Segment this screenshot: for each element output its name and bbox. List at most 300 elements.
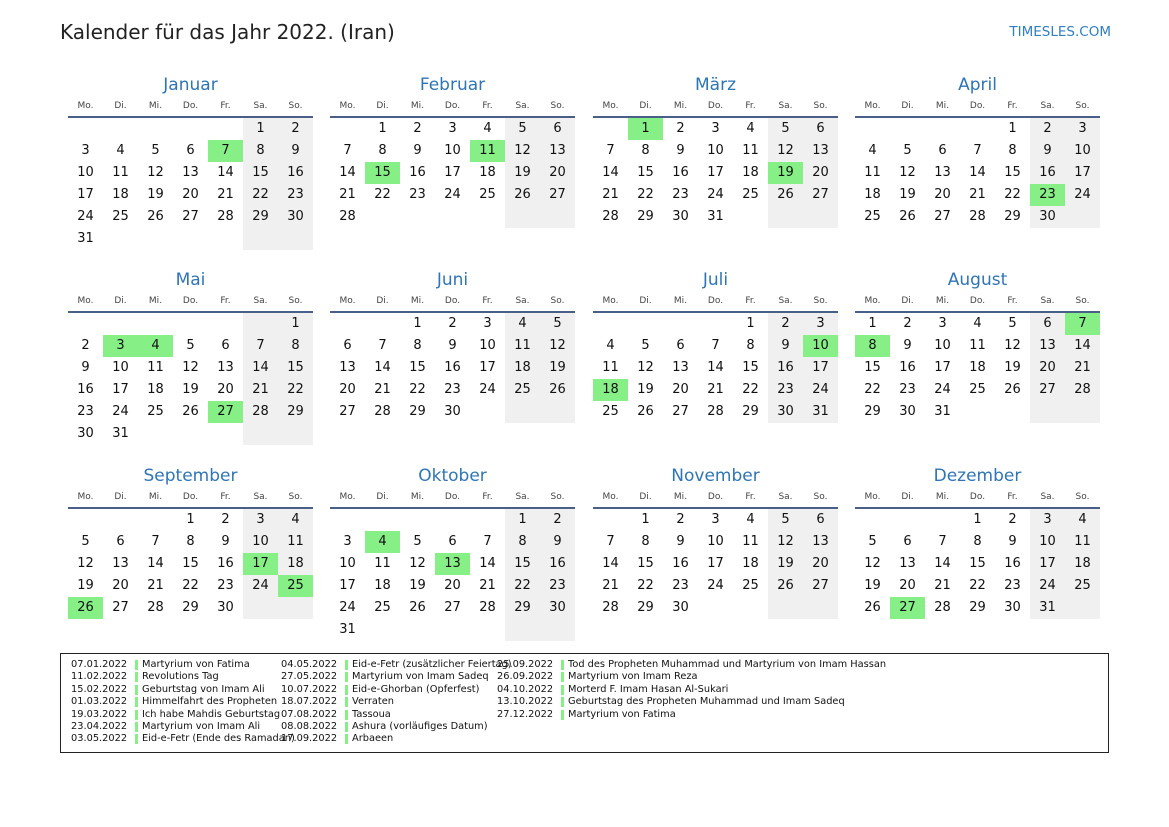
legend-date: 07.08.2022 <box>281 708 338 720</box>
weekday-label: So. <box>550 296 565 306</box>
legend-name: Tod des Propheten Muhammad und Martyrium von Imam Hassan <box>568 659 887 670</box>
day-cell: 12 <box>409 556 426 571</box>
site-link[interactable]: TIMESLES.COM <box>1009 24 1111 40</box>
empty-cell <box>173 228 208 250</box>
day-cell: 22 <box>1004 187 1021 202</box>
legend-date: 01.03.2022 <box>71 696 128 708</box>
legend-date: 27.05.2022 <box>281 671 338 683</box>
month-dezember <box>855 463 1100 619</box>
day-cell: 22 <box>969 578 986 593</box>
empty-cell <box>173 118 208 140</box>
day-cell: 23 <box>1004 578 1021 593</box>
day-cell: 7 <box>606 143 615 158</box>
day-cell: 15 <box>864 360 881 375</box>
day-cell: 16 <box>409 165 426 180</box>
days-grid <box>68 118 313 250</box>
day-cell: 20 <box>339 382 356 397</box>
day-cell: 17 <box>444 165 461 180</box>
day-cell: 24 <box>77 209 94 224</box>
day-cell: 15 <box>969 556 986 571</box>
day-cell: 1 <box>278 313 313 335</box>
day-cell: 24 <box>707 187 724 202</box>
day-cell: 24 <box>339 600 356 615</box>
days-grid <box>330 118 575 228</box>
day-cell: 19 <box>409 578 426 593</box>
weekday-label: Fr. <box>220 101 231 111</box>
weekday-label: Di. <box>114 101 127 111</box>
empty-cell <box>278 423 313 445</box>
day-cell: 1 <box>1008 121 1017 136</box>
day-cell: 31 <box>803 401 838 423</box>
day-cell: 11 <box>278 531 313 553</box>
empty-cell <box>1065 597 1100 619</box>
day-cell: 16 <box>1030 162 1065 184</box>
day-cell: 13 <box>217 360 234 375</box>
day-cell: 22 <box>243 184 278 206</box>
weekday-label: Mi. <box>410 492 425 502</box>
day-cell: 5 <box>505 118 540 140</box>
weekday-header <box>593 489 838 509</box>
day-cell: 8 <box>855 335 890 357</box>
weekday-header <box>330 293 575 313</box>
weekday-label: Mi. <box>673 296 688 306</box>
day-cell: 14 <box>602 556 619 571</box>
day-cell: 6 <box>221 338 230 353</box>
weekday-label: Sa. <box>778 296 793 306</box>
day-cell: 3 <box>711 512 720 527</box>
day-cell: 25 <box>864 209 881 224</box>
empty-cell <box>400 619 435 641</box>
empty-cell <box>925 509 960 531</box>
day-cell: 14 <box>479 556 496 571</box>
day-cell: 30 <box>444 404 461 419</box>
day-cell: 18 <box>374 578 391 593</box>
day-cell: 27 <box>112 600 129 615</box>
month-name: Oktober <box>418 466 487 486</box>
weekday-label: Mi. <box>410 296 425 306</box>
legend-date: 18.07.2022 <box>281 696 338 708</box>
day-cell: 23 <box>768 379 803 401</box>
day-cell: 10 <box>803 335 838 357</box>
weekday-label: Di. <box>114 492 127 502</box>
legend-date: 10.07.2022 <box>281 683 338 695</box>
day-cell: 21 <box>969 187 986 202</box>
day-cell: 11 <box>864 165 881 180</box>
empty-cell <box>243 228 278 250</box>
day-cell: 29 <box>505 597 540 619</box>
day-cell: 16 <box>217 556 234 571</box>
day-cell: 11 <box>742 143 759 158</box>
day-cell: 28 <box>934 600 951 615</box>
empty-cell <box>1065 206 1100 228</box>
day-cell: 12 <box>182 360 199 375</box>
day-cell: 21 <box>374 382 391 397</box>
day-cell: 24 <box>444 187 461 202</box>
day-cell: 5 <box>768 509 803 531</box>
legend-name: Arbaeen <box>352 733 394 745</box>
day-cell: 5 <box>1008 316 1017 331</box>
month-name: Juni <box>436 270 469 290</box>
legend-color-marker <box>135 685 138 695</box>
legend-color-marker <box>561 685 564 695</box>
day-cell: 15 <box>278 357 313 379</box>
day-cell: 17 <box>243 553 278 575</box>
day-cell: 2 <box>903 316 912 331</box>
day-cell: 18 <box>278 553 313 575</box>
empty-cell <box>138 118 173 140</box>
day-cell: 30 <box>768 401 803 423</box>
legend-color-marker <box>561 660 564 670</box>
weekday-label: Mo. <box>864 296 881 306</box>
empty-cell <box>855 118 890 140</box>
day-cell: 27 <box>1030 379 1065 401</box>
empty-cell <box>365 313 400 335</box>
day-cell: 8 <box>243 140 278 162</box>
weekday-label: Sa. <box>1040 296 1055 306</box>
day-cell: 24 <box>112 404 129 419</box>
weekday-label: Mo. <box>339 492 356 502</box>
day-cell: 4 <box>973 316 982 331</box>
day-cell: 21 <box>934 578 951 593</box>
day-cell: 19 <box>637 382 654 397</box>
day-cell: 23 <box>1030 184 1065 206</box>
legend-name: Tassoua <box>352 708 391 720</box>
day-cell: 8 <box>746 338 755 353</box>
day-cell: 16 <box>899 360 916 375</box>
weekday-label: Sa. <box>778 492 793 502</box>
day-cell: 16 <box>672 165 689 180</box>
day-cell: 21 <box>339 187 356 202</box>
day-cell: 1 <box>868 316 877 331</box>
weekday-label: Do. <box>444 101 461 111</box>
day-cell: 17 <box>1065 162 1100 184</box>
day-cell: 4 <box>505 313 540 335</box>
day-cell: 25 <box>742 187 759 202</box>
day-cell: 20 <box>182 187 199 202</box>
day-cell: 22 <box>409 382 426 397</box>
weekday-label: Mi. <box>148 296 163 306</box>
legend-name: Martyrium von Imam Sadeq <box>352 671 489 683</box>
empty-cell <box>138 228 173 250</box>
day-cell: 26 <box>637 404 654 419</box>
day-cell: 2 <box>81 338 90 353</box>
day-cell: 14 <box>243 357 278 379</box>
empty-cell <box>470 401 505 423</box>
legend-color-marker <box>135 710 138 720</box>
weekday-label: So. <box>550 101 565 111</box>
empty-cell <box>208 313 243 335</box>
empty-cell <box>68 509 103 531</box>
weekday-label: Do. <box>444 492 461 502</box>
page-title: Kalender für das Jahr 2022. (Iran) <box>60 20 395 44</box>
day-cell: 10 <box>444 143 461 158</box>
weekday-label: So. <box>1075 492 1090 502</box>
day-cell: 22 <box>374 187 391 202</box>
day-cell: 28 <box>374 404 391 419</box>
day-cell: 26 <box>68 597 103 619</box>
empty-cell <box>803 206 838 228</box>
weekday-label: Mi. <box>935 101 950 111</box>
empty-cell <box>505 401 540 423</box>
day-cell: 7 <box>343 143 352 158</box>
day-cell: 29 <box>409 404 426 419</box>
day-cell: 18 <box>147 382 164 397</box>
day-cell: 18 <box>1065 553 1100 575</box>
day-cell: 5 <box>151 143 160 158</box>
weekday-label: Fr. <box>1007 296 1018 306</box>
day-cell: 20 <box>112 578 129 593</box>
day-cell: 2 <box>221 512 230 527</box>
weekday-label: Fr. <box>745 101 756 111</box>
day-cell: 9 <box>1008 534 1017 549</box>
empty-cell <box>365 509 400 531</box>
weekday-label: So. <box>288 296 303 306</box>
day-cell: 12 <box>864 556 881 571</box>
day-cell: 16 <box>672 556 689 571</box>
day-cell: 16 <box>278 162 313 184</box>
day-cell: 20 <box>803 553 838 575</box>
day-cell: 8 <box>278 335 313 357</box>
day-cell: 4 <box>606 338 615 353</box>
month-name: August <box>947 270 1008 290</box>
legend-date: 15.02.2022 <box>71 683 128 695</box>
day-cell: 3 <box>1030 509 1065 531</box>
empty-cell <box>1065 401 1100 423</box>
day-cell: 8 <box>973 534 982 549</box>
day-cell: 7 <box>483 534 492 549</box>
month-name: Mai <box>175 270 206 290</box>
day-cell: 20 <box>217 382 234 397</box>
day-cell: 23 <box>77 404 94 419</box>
day-cell: 11 <box>602 360 619 375</box>
day-cell: 1 <box>641 512 650 527</box>
day-cell: 7 <box>243 335 278 357</box>
day-cell: 3 <box>448 121 457 136</box>
day-cell: 24 <box>803 379 838 401</box>
weekday-header <box>330 98 575 118</box>
day-cell: 19 <box>505 162 540 184</box>
weekday-label: Mi. <box>673 101 688 111</box>
empty-cell <box>470 206 505 228</box>
day-cell: 22 <box>864 382 881 397</box>
legend-color-marker <box>135 722 138 732</box>
day-cell: 4 <box>746 121 755 136</box>
legend-date: 27.12.2022 <box>497 708 554 720</box>
day-cell: 4 <box>483 121 492 136</box>
empty-cell <box>890 118 925 140</box>
day-cell: 27 <box>540 184 575 206</box>
empty-cell <box>593 313 628 335</box>
day-cell: 8 <box>641 534 650 549</box>
weekday-label: Do. <box>969 492 986 502</box>
day-cell: 21 <box>243 379 278 401</box>
empty-cell <box>208 228 243 250</box>
day-cell: 4 <box>868 143 877 158</box>
day-cell: 25 <box>278 575 313 597</box>
month-februar <box>330 72 575 228</box>
empty-cell <box>243 597 278 619</box>
legend-date: 03.05.2022 <box>71 733 128 745</box>
weekday-label: Do. <box>969 101 986 111</box>
legend-color-marker <box>345 710 348 720</box>
empty-cell <box>698 313 733 335</box>
empty-cell <box>890 509 925 531</box>
legend-color-marker <box>561 672 564 682</box>
empty-cell <box>540 619 575 641</box>
day-cell: 26 <box>1004 382 1021 397</box>
day-cell: 11 <box>969 338 986 353</box>
weekday-label: Di. <box>901 101 914 111</box>
day-cell: 15 <box>1004 165 1021 180</box>
weekday-label: Sa. <box>253 101 268 111</box>
day-cell: 18 <box>479 165 496 180</box>
weekday-label: Mo. <box>339 296 356 306</box>
day-cell: 13 <box>899 556 916 571</box>
day-cell: 22 <box>637 187 654 202</box>
day-cell: 12 <box>768 140 803 162</box>
day-cell: 9 <box>278 140 313 162</box>
day-cell: 4 <box>116 143 125 158</box>
day-cell: 8 <box>378 143 387 158</box>
day-cell: 28 <box>602 600 619 615</box>
day-cell: 15 <box>182 556 199 571</box>
day-cell: 21 <box>707 382 724 397</box>
weekday-header <box>855 98 1100 118</box>
day-cell: 17 <box>707 165 724 180</box>
month-name: März <box>695 75 736 95</box>
day-cell: 4 <box>746 512 755 527</box>
day-cell: 27 <box>803 184 838 206</box>
day-cell: 12 <box>147 165 164 180</box>
day-cell: 12 <box>1004 338 1021 353</box>
day-cell: 7 <box>938 534 947 549</box>
empty-cell <box>173 423 208 445</box>
day-cell: 31 <box>339 622 356 637</box>
day-cell: 22 <box>182 578 199 593</box>
day-cell: 10 <box>339 556 356 571</box>
day-cell: 2 <box>768 313 803 335</box>
weekday-label: So. <box>1075 296 1090 306</box>
legend-name: Morterd F. Imam Hasan Al-Sukari <box>568 683 729 695</box>
day-cell: 11 <box>112 165 129 180</box>
month-name: Januar <box>163 75 218 95</box>
empty-cell <box>243 313 278 335</box>
day-cell: 2 <box>540 509 575 531</box>
day-cell: 18 <box>742 165 759 180</box>
day-cell: 4 <box>138 335 173 357</box>
legend-color-marker <box>135 660 138 670</box>
empty-cell <box>208 118 243 140</box>
weekday-header <box>68 489 313 509</box>
empty-cell <box>138 313 173 335</box>
day-cell: 3 <box>103 335 138 357</box>
legend-date: 07.01.2022 <box>71 659 128 670</box>
day-cell: 3 <box>343 534 352 549</box>
empty-cell <box>1030 401 1065 423</box>
day-cell: 6 <box>676 338 685 353</box>
day-cell: 22 <box>505 575 540 597</box>
empty-cell <box>330 509 365 531</box>
day-cell: 2 <box>278 118 313 140</box>
empty-cell <box>593 118 628 140</box>
empty-cell <box>470 619 505 641</box>
day-cell: 22 <box>637 578 654 593</box>
day-cell: 23 <box>540 575 575 597</box>
legend-date: 26.09.2022 <box>497 671 554 683</box>
day-cell: 30 <box>672 209 689 224</box>
day-cell: 12 <box>768 531 803 553</box>
legend-name: Eid-e-Fetr (Ende des Ramadan) <box>142 733 295 745</box>
day-cell: 6 <box>938 143 947 158</box>
day-cell: 14 <box>969 165 986 180</box>
day-cell: 7 <box>973 143 982 158</box>
day-cell: 11 <box>505 335 540 357</box>
day-cell: 30 <box>1004 600 1021 615</box>
day-cell: 20 <box>540 162 575 184</box>
days-grid <box>593 118 838 228</box>
day-cell: 28 <box>602 209 619 224</box>
day-cell: 8 <box>413 338 422 353</box>
legend-date: 13.10.2022 <box>497 696 554 708</box>
weekday-label: Do. <box>707 296 724 306</box>
day-cell: 8 <box>641 143 650 158</box>
empty-cell <box>540 401 575 423</box>
day-cell: 26 <box>540 379 575 401</box>
weekday-label: Do. <box>707 492 724 502</box>
month-mai <box>68 267 313 445</box>
day-cell: 26 <box>768 575 803 597</box>
day-cell: 19 <box>77 578 94 593</box>
day-cell: 2 <box>676 121 685 136</box>
day-cell: 4 <box>278 509 313 531</box>
day-cell: 7 <box>378 338 387 353</box>
day-cell: 4 <box>1065 509 1100 531</box>
day-cell: 19 <box>768 162 803 184</box>
day-cell: 5 <box>540 313 575 335</box>
day-cell: 21 <box>147 578 164 593</box>
day-cell: 12 <box>637 360 654 375</box>
day-cell: 12 <box>77 556 94 571</box>
day-cell: 23 <box>278 184 313 206</box>
day-cell: 29 <box>1004 209 1021 224</box>
day-cell: 13 <box>435 553 470 575</box>
day-cell: 6 <box>186 143 195 158</box>
days-grid <box>855 313 1100 423</box>
day-cell: 5 <box>641 338 650 353</box>
days-grid <box>593 509 838 619</box>
weekday-label: So. <box>288 492 303 502</box>
day-cell: 27 <box>339 404 356 419</box>
day-cell: 29 <box>637 600 654 615</box>
day-cell: 23 <box>444 382 461 397</box>
day-cell: 26 <box>864 600 881 615</box>
day-cell: 28 <box>339 209 356 224</box>
days-grid <box>330 313 575 423</box>
day-cell: 22 <box>742 382 759 397</box>
empty-cell <box>540 206 575 228</box>
empty-cell <box>593 509 628 531</box>
legend-date: 04.05.2022 <box>281 659 338 670</box>
weekday-label: Mi. <box>935 492 950 502</box>
day-cell: 29 <box>742 404 759 419</box>
day-cell: 1 <box>186 512 195 527</box>
day-cell: 5 <box>868 534 877 549</box>
weekday-label: Mi. <box>148 101 163 111</box>
weekday-label: Sa. <box>1040 101 1055 111</box>
day-cell: 28 <box>217 209 234 224</box>
day-cell: 2 <box>676 512 685 527</box>
day-cell: 19 <box>182 382 199 397</box>
